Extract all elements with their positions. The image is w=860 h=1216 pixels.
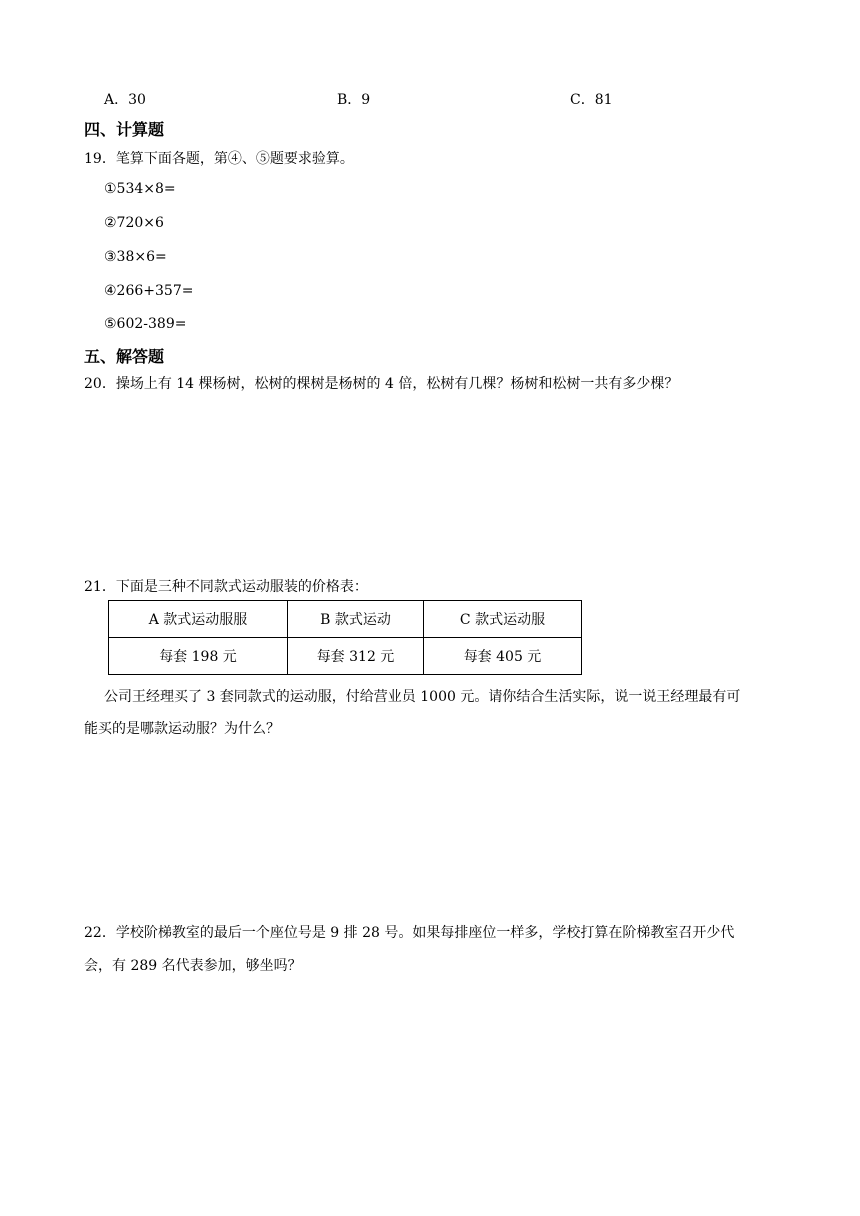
calc-item-4: ④266+357= [104,283,194,299]
question-21-line-1: 公司王经理买了 3 套同款式的运动服，付给营业员 1000 元。请你结合生活实际，说一说王经理最有可 [104,689,741,705]
calc-item-5: ⑤602-389= [104,316,187,332]
section-5-title: 五、解答题 [84,347,165,366]
price-table [108,600,582,675]
question-19: 19．笔算下面各题，第④、⑤题要求验算。 [84,151,354,167]
price-table-price-b: 每套 312 元 [288,638,424,675]
price-table-header-row [109,601,582,638]
calc-item-1: ①534×8= [104,181,176,197]
price-table-price-row [109,638,582,675]
option-b: B．9 [337,92,371,108]
price-table-header-a: A 款式运动服服 [109,601,288,638]
price-table-header-c: C 款式运动服 [424,601,582,638]
question-22-line-1: 22．学校阶梯教室的最后一个座位号是 9 排 28 号。如果每排座位一样多，学校打算在阶梯教室召开少代 [84,925,735,941]
price-table-price-c: 每套 405 元 [424,638,582,675]
question-22-line-2: 会，有 289 名代表参加，够坐吗？ [84,958,302,974]
price-table-price-a: 每套 198 元 [109,638,288,675]
calc-item-2: ②720×6 [104,215,164,231]
section-4-title: 四、计算题 [84,120,165,139]
option-a: A．30 [104,92,146,108]
question-20: 20．操场上有 14 棵杨树，松树的棵树是杨树的 4 倍，松树有几棵？杨树和松树一共有多少棵？ [84,376,679,392]
question-21-intro: 21．下面是三种不同款式运动服装的价格表： [84,579,368,595]
price-table-header-b: B 款式运动 [288,601,424,638]
option-c: C．81 [570,92,613,108]
calc-item-3: ③38×6= [104,249,167,265]
question-21-line-2: 能买的是哪款运动服？为什么？ [84,721,280,737]
